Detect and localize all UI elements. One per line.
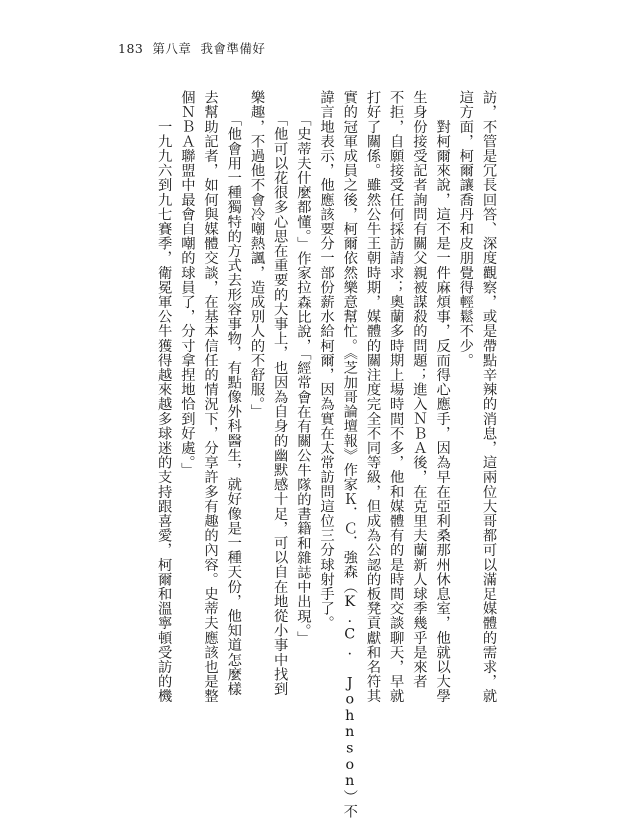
- chapter-label: 第八章: [152, 41, 192, 56]
- text-column: 不拒，自願接受任何採訪請求；奧蘭多時期上場時間不多，他和媒體有的是時間交談聊天，早就: [388, 90, 405, 704]
- text-column: 這方面，柯爾讓喬丹和皮朋覺得輕鬆不少。: [457, 90, 474, 368]
- text-column: 訪，不管是冗長回答、深度觀察，或是帶點辛辣的消息，這兩位大哥都可以滿足媒體的需求，就: [481, 90, 497, 704]
- vertical-text-body: [156, 90, 500, 819]
- text-column: 「他會用一種獨特的方式去形容事物，有點像外科醫生，就好像是一種天份，他知道怎麼樣: [225, 90, 242, 697]
- chapter-title: 我會準備好: [200, 41, 266, 56]
- page-number: 183: [118, 41, 144, 56]
- text-column: 去幫助記者，如何與媒體交談，在基本信任的情況下，分享許多有趣的內容。史蒂夫應該也是整: [202, 90, 219, 704]
- text-column: 打好了關係。雖然公牛王朝時期，媒體的關注度完全不同等級，但成為公認的板凳貢獻和名符其: [364, 90, 381, 704]
- text-column: 諱言地表示，他應該要分一部份薪水給柯爾，因為實在太常訪問這位三分球射手了。: [318, 90, 335, 631]
- text-column: 生身份接受記者詢問有關父親被謀殺的問題；進入ＮＢＡ後，在克里夫蘭新人球季幾乎是來者: [411, 90, 428, 689]
- text-column: 「史蒂夫什麼都懂。」作家拉森比說，「經常會在有關公牛隊的書籍和雜誌中出現。」: [295, 90, 312, 646]
- running-header: [118, 39, 274, 57]
- text-column: 「他可以花很多心思在重要的大事上，也因為自身的幽默感十足，可以自在地從小事中找到: [272, 90, 289, 697]
- text-column: 實的冠軍成員之後，柯爾依然樂意幫忙。《芝加哥論壇報》作家Ｋ．Ｃ．強森（K.C. Johnson）不: [341, 90, 358, 819]
- text-column: 樂趣，不過他不會冷嘲熱諷，造成別人的不舒服。」: [248, 90, 265, 419]
- text-column: 一九九六到九七賽季，衛冕軍公牛獲得越來越多球迷的支持跟喜愛，柯爾和溫寧頓受訪的機: [156, 90, 173, 704]
- text-column: 個ＮＢＡ聯盟中最會自嘲的球員了，分寸拿捏地恰到好處。」: [179, 90, 196, 478]
- text-column: 對柯爾來說，這不是一件麻煩事，反而得心應手，因為早在亞利桑那州休息室，他就以大學: [434, 90, 451, 704]
